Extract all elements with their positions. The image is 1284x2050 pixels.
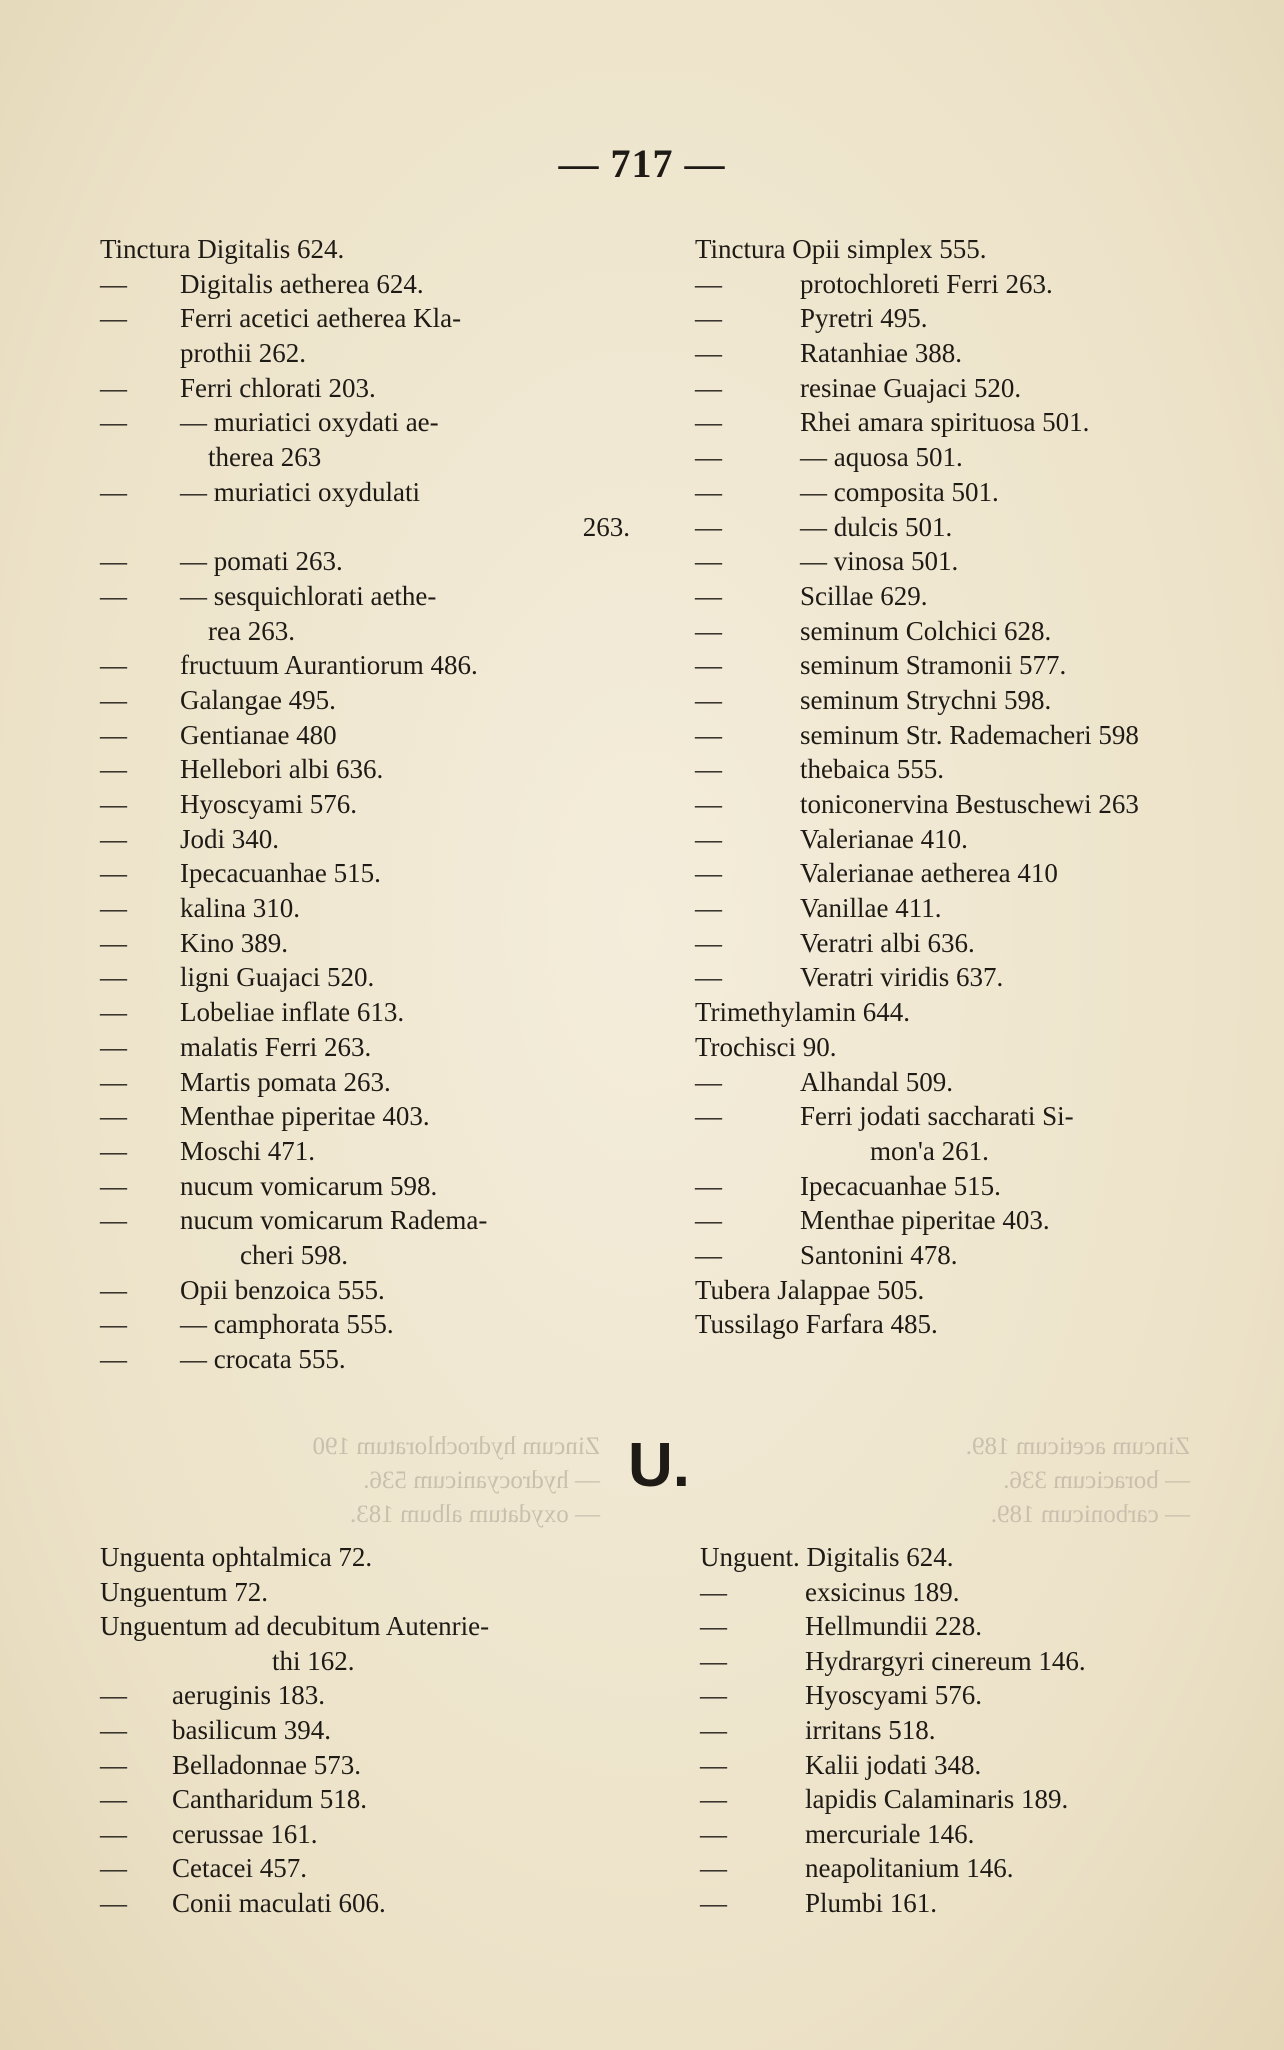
entry-text: Alhandal 509. [800, 1066, 953, 1097]
entry-text: Galangae 495. [180, 684, 336, 715]
ditto-dash: — [100, 580, 127, 611]
entry-text: aeruginis 183. [172, 1680, 325, 1711]
index-entry [695, 301, 1215, 336]
entry-text: Gentianae 480 [180, 719, 337, 750]
ditto-dash: — [100, 927, 127, 958]
ditto-dash: — [695, 580, 722, 611]
entry-text: — dulcis 501. [800, 511, 953, 542]
ditto-dash: — [695, 338, 722, 369]
entry-text: thebaica 555. [800, 754, 944, 785]
entry-text: — camphorata 555. [180, 1309, 394, 1340]
index-entry [100, 301, 630, 336]
index-entry [100, 1609, 640, 1644]
entry-text: kalina 310. [180, 893, 300, 924]
entry-text: Jodi 340. [180, 823, 280, 854]
entry-text: Ferri acetici aetherea Kla- [180, 303, 462, 334]
index-entry [695, 267, 1215, 302]
entry-text: neapolitanium 146. [805, 1853, 1014, 1884]
index-entry [100, 1169, 630, 1204]
ditto-dash: — [100, 303, 127, 334]
ditto-dash: — [695, 1205, 722, 1236]
ditto-dash: — [695, 1101, 722, 1132]
index-entry [700, 1609, 1220, 1644]
ditto-dash: — [695, 442, 722, 473]
index-entry [100, 1748, 640, 1783]
index-entry [695, 648, 1215, 683]
index-entry [695, 579, 1215, 614]
entry-text: Hellebori albi 636. [180, 754, 384, 785]
entry-text: Moschi 471. [180, 1135, 315, 1166]
index-entry [100, 544, 630, 579]
entry-text: Vanillae 411. [800, 893, 942, 924]
entry-text: exsicinus 189. [805, 1576, 960, 1607]
index-entry [100, 1678, 640, 1713]
ditto-dash: — [700, 1611, 727, 1642]
index-entry [100, 267, 630, 302]
ditto-dash: — [695, 858, 722, 889]
entry-text: — aquosa 501. [800, 442, 963, 473]
ditto-dash: — [100, 476, 127, 507]
index-entry [100, 371, 630, 406]
ditto-dash: — [100, 893, 127, 924]
ditto-dash: — [100, 1274, 127, 1305]
index-entry [100, 926, 630, 961]
ditto-dash: — [695, 823, 722, 854]
index-entry [100, 1342, 630, 1377]
entry-text: Tinctura Opii simplex 555. [695, 234, 987, 264]
entry-text: ligni Guajaci 520. [180, 962, 375, 993]
entry-text: Unguent. Digitalis 624. [700, 1542, 954, 1572]
index-entry [700, 1713, 1220, 1748]
index-entry [100, 1782, 640, 1817]
entry-text: Ferri jodati saccharati Si- [800, 1101, 1074, 1132]
entry-text: Santonini 478. [800, 1239, 958, 1270]
entry-text: mercuriale 146. [805, 1818, 975, 1849]
ditto-dash: — [695, 1170, 722, 1201]
left-column-bottom [100, 1540, 640, 1921]
entry-text: Hellmundii 228. [805, 1611, 982, 1642]
entry-text: Menthae piperitae 403. [180, 1101, 430, 1132]
index-entry [100, 1238, 630, 1273]
index-entry [695, 232, 1215, 267]
ditto-dash: — [695, 1239, 722, 1270]
ditto-dash: — [695, 511, 722, 542]
ditto-dash: — [100, 719, 127, 750]
entry-text: nucum vomicarum Radema- [180, 1205, 488, 1236]
ditto-dash: — [695, 789, 722, 819]
index-entry [700, 1540, 1220, 1575]
ditto-dash: — [695, 754, 722, 785]
index-entry [100, 405, 630, 440]
bleed-line: Zincum aceticum 189. [965, 1433, 1190, 1460]
index-entry [100, 1134, 630, 1169]
entry-text: protochloreti Ferri 263. [800, 268, 1053, 299]
entry-text: Unguentum 72. [100, 1576, 268, 1607]
ditto-dash: — [100, 1344, 127, 1374]
ditto-dash: — [100, 1135, 127, 1166]
ditto-dash: — [695, 1066, 722, 1097]
index-entry [695, 718, 1215, 753]
entry-text: Ipecacuanhae 515. [180, 858, 381, 889]
index-entry [695, 960, 1215, 995]
ditto-dash: — [100, 1749, 127, 1780]
ditto-dash: — [100, 1205, 127, 1236]
ditto-dash: — [100, 997, 127, 1028]
ditto-dash: — [695, 407, 722, 438]
entry-text: fructuum Aurantiorum 486. [180, 650, 478, 681]
index-entry [100, 1817, 640, 1852]
index-entry [695, 1169, 1215, 1204]
index-entry [700, 1817, 1220, 1852]
ditto-dash: — [695, 268, 722, 299]
index-entry [695, 856, 1215, 891]
entry-text: Menthae piperitae 403. [800, 1205, 1050, 1236]
index-entry [695, 1099, 1215, 1134]
index-entry [100, 440, 630, 475]
index-entry [100, 995, 630, 1030]
entry-text: cerussae 161. [172, 1818, 318, 1849]
ditto-dash: — [700, 1576, 727, 1607]
entry-text: Trimethylamin 644. [695, 997, 911, 1028]
index-entry [695, 1030, 1215, 1065]
index-entry [100, 1851, 640, 1886]
entry-text: Kino 389. [180, 927, 288, 958]
index-entry [100, 232, 630, 267]
ditto-dash: — [695, 546, 722, 577]
entry-text: malatis Ferri 263. [180, 1031, 372, 1062]
index-entry [100, 510, 630, 545]
entry-text: Valerianae 410. [800, 823, 968, 854]
index-entry [100, 1575, 640, 1610]
entry-text: Rhei amara spirituosa 501. [800, 407, 1090, 438]
entry-text: rea 263. [208, 615, 295, 646]
bleed-through-left [180, 1430, 600, 1532]
index-entry [100, 718, 630, 753]
index-entry [100, 960, 630, 995]
ditto-dash: — [100, 1818, 127, 1849]
index-entry [100, 475, 630, 510]
entry-text: — muriatici oxydati ae- [180, 407, 439, 438]
index-entry [100, 1030, 630, 1065]
index-entry [700, 1575, 1220, 1610]
index-entry [695, 440, 1215, 475]
index-entry [100, 579, 630, 614]
index-entry [695, 787, 1215, 822]
ditto-dash: — [100, 684, 127, 715]
index-entry [695, 544, 1215, 579]
index-entry [695, 891, 1215, 926]
entry-text: lapidis Calaminaris 189. [805, 1784, 1069, 1815]
ditto-dash: — [695, 650, 722, 681]
entry-text: Conii maculati 606. [172, 1887, 386, 1918]
entry-text: — composita 501. [800, 476, 999, 507]
ditto-dash: — [700, 1853, 727, 1884]
ditto-dash: — [100, 1066, 127, 1097]
ditto-dash: — [695, 372, 722, 403]
entry-text: Belladonnae 573. [172, 1749, 361, 1780]
entry-text: Unguenta ophtalmica 72. [100, 1542, 373, 1572]
ditto-dash: — [700, 1887, 727, 1918]
bleed-line: — carbonicum 189. [990, 1501, 1190, 1528]
entry-text: seminum Stramonii 577. [800, 650, 1067, 681]
entry-text: Scillae 629. [800, 580, 928, 611]
index-entry [100, 1099, 630, 1134]
entry-text: Ipecacuanhae 515. [800, 1170, 1001, 1201]
entry-text: Kalii jodati 348. [805, 1749, 982, 1780]
ditto-dash: — [100, 546, 127, 577]
entry-text: — vinosa 501. [800, 546, 959, 577]
ditto-dash: — [100, 268, 127, 299]
index-entry [100, 752, 630, 787]
ditto-dash: — [695, 684, 722, 715]
index-entry [100, 1540, 640, 1575]
ditto-dash: — [100, 407, 127, 438]
index-entry [100, 683, 630, 718]
entry-text: Cantharidum 518. [172, 1784, 367, 1815]
index-entry [100, 856, 630, 891]
entry-text: Lobeliae inflate 613. [180, 997, 405, 1028]
index-entry [700, 1748, 1220, 1783]
index-entry [100, 1886, 640, 1921]
entry-text: Ratanhiae 388. [800, 338, 962, 369]
entry-text: Tinctura Digitalis 624. [100, 234, 345, 264]
ditto-dash: — [700, 1680, 727, 1711]
entry-text: — crocata 555. [180, 1344, 346, 1374]
ditto-dash: — [100, 372, 127, 403]
index-entry [100, 822, 630, 857]
index-entry [100, 614, 630, 649]
entry-text: irritans 518. [805, 1714, 936, 1745]
ditto-dash: — [700, 1714, 727, 1745]
index-entry [695, 926, 1215, 961]
index-entry [695, 995, 1215, 1030]
index-entry [100, 891, 630, 926]
bleed-line: Zincum hydrochloratum 190 [312, 1433, 600, 1460]
index-entry [700, 1644, 1220, 1679]
index-entry [695, 1238, 1215, 1273]
bleed-line: — oxydatum album 183. [350, 1501, 600, 1528]
index-entry [695, 822, 1215, 857]
bleed-line: — hydrocyanicum 536. [363, 1467, 600, 1494]
entry-text: prothii 262. [180, 338, 306, 369]
ditto-dash: — [695, 927, 722, 958]
ditto-dash: — [700, 1784, 727, 1815]
ditto-dash: — [695, 962, 722, 993]
index-entry [695, 475, 1215, 510]
ditto-dash: — [100, 650, 127, 681]
entry-text: seminum Colchici 628. [800, 615, 1052, 646]
ditto-dash: — [100, 1680, 127, 1711]
ditto-dash: — [100, 962, 127, 993]
entry-text: 263. [582, 511, 630, 542]
index-entry [100, 648, 630, 683]
entry-text: Hyoscyami 576. [180, 789, 357, 819]
ditto-dash: — [695, 615, 722, 646]
entry-text: Martis pomata 263. [180, 1066, 391, 1097]
index-entry [695, 614, 1215, 649]
index-entry [695, 1065, 1215, 1100]
index-entry [100, 1644, 640, 1679]
ditto-dash: — [700, 1818, 727, 1849]
entry-text: Plumbi 161. [805, 1887, 938, 1918]
index-entry [700, 1851, 1220, 1886]
ditto-dash: — [100, 789, 127, 819]
index-entry [100, 1273, 630, 1308]
index-entry [700, 1886, 1220, 1921]
section-letter: U. [628, 1431, 690, 1500]
entry-text: Cetacei 457. [172, 1853, 307, 1884]
entry-text: resinae Guajaci 520. [800, 372, 1022, 403]
entry-text: Tubera Jalappae 505. [695, 1274, 925, 1305]
index-entry [100, 336, 630, 371]
right-column-top [695, 232, 1215, 1342]
ditto-dash: — [100, 754, 127, 785]
index-entry [695, 1307, 1215, 1342]
ditto-dash: — [100, 1309, 127, 1340]
entry-text: — sesquichlorati aethe- [180, 580, 437, 611]
entry-text: Opii benzoica 555. [180, 1274, 385, 1305]
entry-text: — pomati 263. [180, 546, 343, 577]
ditto-dash: — [695, 476, 722, 507]
ditto-dash: — [100, 823, 127, 854]
entry-text: seminum Str. Rademacheri 598 [800, 719, 1139, 750]
ditto-dash: — [100, 1887, 127, 1918]
index-entry [695, 510, 1215, 545]
ditto-dash: — [695, 303, 722, 334]
ditto-dash: — [100, 858, 127, 889]
entry-text: Veratri viridis 637. [800, 962, 1004, 993]
ditto-dash: — [700, 1749, 727, 1780]
index-entry [695, 1203, 1215, 1238]
index-entry [695, 1134, 1215, 1169]
ditto-dash: — [100, 1853, 127, 1884]
entry-text: Ferri chlorati 203. [180, 372, 376, 403]
index-entry [695, 752, 1215, 787]
index-entry [695, 405, 1215, 440]
entry-text: basilicum 394. [172, 1714, 331, 1745]
ditto-dash: — [100, 1714, 127, 1745]
entry-text: Hyoscyami 576. [805, 1680, 982, 1711]
index-entry [700, 1782, 1220, 1817]
ditto-dash: — [100, 1784, 127, 1815]
index-entry [100, 1203, 630, 1238]
index-entry [100, 1713, 640, 1748]
entry-text: Trochisci 90. [695, 1031, 837, 1062]
entry-text: toniconervina Bestuschewi 263 [800, 789, 1139, 819]
page-number: — 717 — [558, 141, 726, 186]
ditto-dash: — [700, 1645, 727, 1676]
entry-text: Pyretri 495. [800, 303, 928, 334]
entry-text: Unguentum ad decubitum Autenrie- [100, 1611, 490, 1642]
ditto-dash: — [695, 893, 722, 924]
entry-text: Hydrargyri cinereum 146. [805, 1645, 1086, 1676]
entry-text: thi 162. [272, 1645, 355, 1676]
entry-text: — muriatici oxydulati [180, 476, 420, 507]
entry-text: nucum vomicarum 598. [180, 1170, 438, 1201]
ditto-dash: — [100, 1170, 127, 1201]
index-entry [100, 1065, 630, 1100]
index-entry [100, 1307, 630, 1342]
ditto-dash: — [100, 1031, 127, 1062]
entry-text: Veratri albi 636. [800, 927, 975, 958]
right-column-bottom [700, 1540, 1220, 1921]
bleed-line: — boracicum 336. [1003, 1467, 1190, 1494]
entry-text: Valerianae aetherea 410 [800, 858, 1058, 889]
index-entry [695, 371, 1215, 406]
entry-text: seminum Strychni 598. [800, 684, 1052, 715]
index-entry [695, 1273, 1215, 1308]
entry-text: cheri 598. [240, 1239, 348, 1270]
bleed-through-right [790, 1430, 1190, 1532]
entry-text: Digitalis aetherea 624. [180, 268, 424, 299]
entry-text: therea 263 [208, 442, 322, 473]
ditto-dash: — [695, 719, 722, 750]
index-entry [695, 336, 1215, 371]
index-entry [100, 787, 630, 822]
ditto-dash: — [100, 1101, 127, 1132]
entry-text: Tussilago Farfara 485. [695, 1309, 938, 1340]
index-entry [695, 683, 1215, 718]
index-entry [700, 1678, 1220, 1713]
entry-text: mon'a 261. [870, 1135, 989, 1166]
left-column-top [100, 232, 630, 1377]
